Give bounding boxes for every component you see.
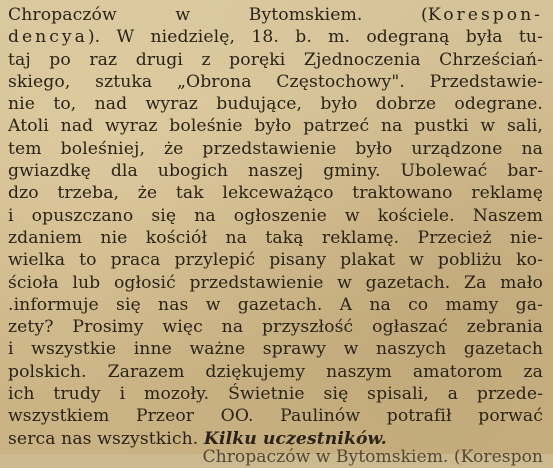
line-text: nie to, nad wyraz budujące, było dobrze odegrane.: [8, 94, 543, 115]
next-article-cut-line: Chropaczów w Bytomskiem. (Korespon: [202, 447, 543, 467]
line-text: .informuje się nas w gazetach. A na co mamy ga-: [8, 294, 543, 315]
article-line: [8, 383, 543, 405]
article-body: [8, 4, 543, 450]
article-line: [8, 93, 543, 115]
article-line: [8, 71, 543, 93]
article-line: [8, 205, 543, 227]
line-text: dzo trzeba, że tak lekceważąco traktowano reklamę: [8, 183, 543, 204]
article-line: [8, 338, 543, 360]
line-text: ich trudy i mozoły. Świetnie się spisali, a przede-: [8, 384, 543, 405]
line-text: tem boleśniej, że przedstawienie było urządzone na: [8, 138, 543, 159]
article-line: [8, 4, 543, 26]
line-text: i wszystkie inne ważne sprawy w naszych gazetach: [8, 339, 543, 360]
line-text: polskich. Zarazem dziękujemy naszym amatorom za: [8, 361, 543, 382]
article-line: [8, 361, 543, 383]
line-text: gwiazdkę dla ubogich naszej gminy. Ubolewać bar-: [8, 161, 543, 182]
signature: Kilku uczestników.: [203, 428, 387, 449]
line-text: taj po raz drugi z poręki Zjednoczenia Chrześciań-: [8, 49, 543, 70]
article-line: [8, 115, 543, 137]
article-line: [8, 182, 543, 204]
line-text: zdaniem nie kościół na taką reklamę. Przecież nie-: [8, 227, 543, 248]
line-text: skiego, sztuka „Obrona Częstochowy". Przedstawie-: [8, 71, 543, 92]
article-line: [8, 49, 543, 71]
article-line: [8, 227, 543, 249]
line-text: Korespon-: [427, 5, 543, 25]
line-text: i opuszczano się na ogłoszenie w kościele. Naszem: [8, 205, 543, 226]
article-line: [8, 316, 543, 338]
line-text: ścioła lub ogłosić przedstawienie w gazetach. Za mało: [8, 272, 543, 293]
article-line: [8, 405, 543, 427]
article-line: [8, 160, 543, 182]
article-line: [8, 272, 543, 294]
line-text: ). W niedzielę, 18. b. m. odegraną była tu-: [87, 27, 543, 48]
line-text: Chropaczów w Bytomskiem. (: [8, 5, 428, 25]
article-line: [8, 138, 543, 160]
line-text: wielka to praca przylepić pisany plakat w pobliżu ko-: [8, 250, 543, 271]
article-line: [8, 294, 543, 316]
line-text: serca nas wszystkich.: [8, 428, 204, 449]
article-line: [8, 26, 543, 48]
article-line: [8, 249, 543, 271]
line-text: wszystkiem Przeor OO. Paulinów potrafił porwać: [8, 406, 543, 427]
line-text: zety? Prosimy więc na przyszłość ogłaszać zebrania: [8, 317, 543, 338]
line-text: Atoli nad wyraz boleśnie było patrzeć na pustki w sali,: [8, 116, 543, 137]
line-text: dencya: [8, 27, 88, 48]
